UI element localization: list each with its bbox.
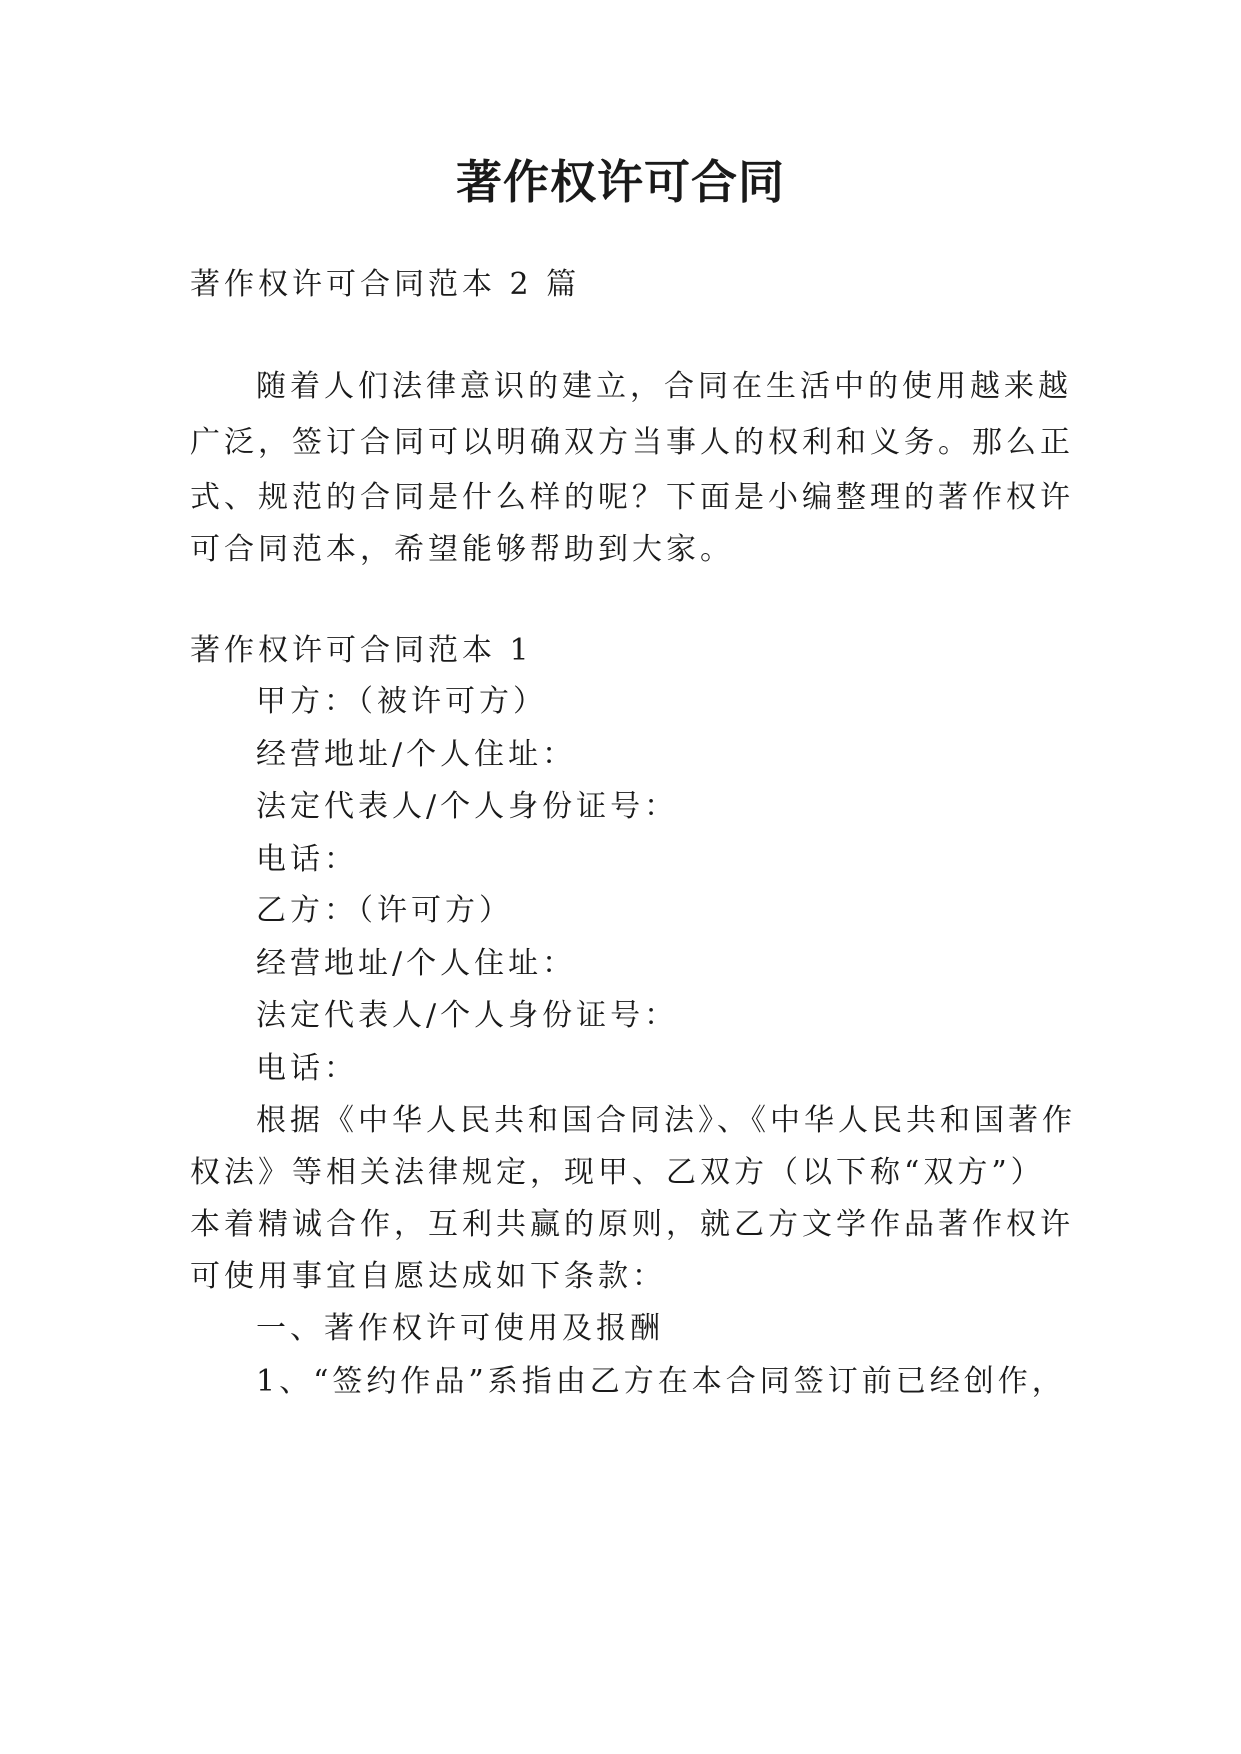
party-a-representative: 法定代表人/个人身份证号： <box>256 789 679 824</box>
document-subtitle: 著作权许可合同范本 2 篇 <box>190 267 581 302</box>
clause-one-line: 1、“签约作品”系指由乙方在本合同签订前已经创作， <box>256 1364 1066 1399</box>
intro-line-3: 式、规范的合同是什么样的呢？下面是小编整理的著作权许 <box>190 480 1074 515</box>
party-b-address: 经营地址/个人住址： <box>256 946 577 981</box>
intro-line-2: 广泛，签订合同可以明确双方当事人的权利和义务。那么正 <box>190 425 1074 460</box>
party-a-phone: 电话： <box>256 842 358 877</box>
intro-line-1: 随着人们法律意识的建立，合同在生活中的使用越来越 <box>256 369 1072 404</box>
sample-heading: 著作权许可合同范本 1 <box>190 633 533 668</box>
basis-line-3: 本着精诚合作，互利共赢的原则，就乙方文学作品著作权许 <box>190 1207 1074 1242</box>
intro-line-4: 可合同范本，希望能够帮助到大家。 <box>190 532 734 567</box>
basis-line-2: 权法》等相关法律规定，现甲、乙双方（以下称“双方”） <box>190 1155 1045 1190</box>
basis-line-4: 可使用事宜自愿达成如下条款： <box>190 1259 666 1294</box>
party-b-label: 乙方：（许可方） <box>256 893 513 928</box>
basis-line-1: 根据《中华人民共和国合同法》、《中华人民共和国著作 <box>256 1103 1076 1138</box>
party-b-phone: 电话： <box>256 1051 358 1086</box>
document-title: 著作权许可合同 <box>456 155 785 209</box>
party-b-representative: 法定代表人/个人身份证号： <box>256 998 679 1033</box>
section-one-heading: 一、著作权许可使用及报酬 <box>256 1311 664 1346</box>
party-a-address: 经营地址/个人住址： <box>256 737 577 772</box>
party-a-label: 甲方：（被许可方） <box>256 684 547 719</box>
